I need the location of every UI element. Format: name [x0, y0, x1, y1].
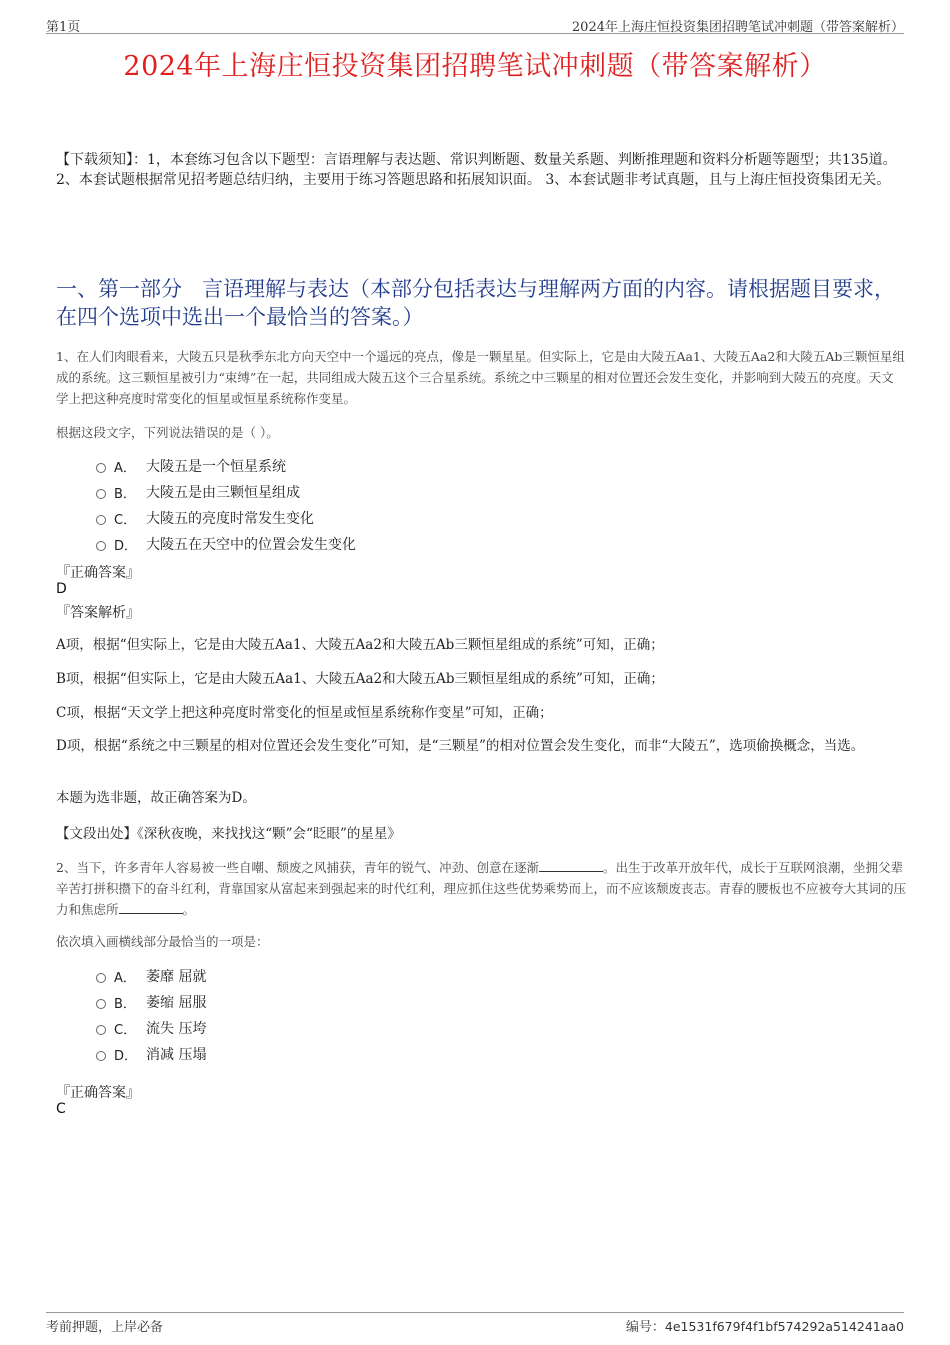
section-part: 一、第一部分	[56, 277, 182, 301]
radio-icon[interactable]	[96, 1051, 106, 1061]
question-1-option-c[interactable]: C． 大陵五的亮度时常发生变化	[96, 505, 896, 531]
question-1-analysis-b: B项，根据“但实际上，它是由大陵五Aa1、大陵五Aa2和大陵五Ab三颗恒星组成的系统”可知，正确；	[56, 671, 664, 687]
radio-icon[interactable]	[96, 973, 106, 983]
radio-icon[interactable]	[96, 1025, 106, 1035]
question-1-answer-label: 『正确答案』	[56, 565, 140, 581]
question-1-analysis-a: A项，根据“但实际上，它是由大陵五Aa1、大陵五Aa2和大陵五Ab三颗恒星组成的系统”可知，正确；	[56, 637, 664, 653]
question-1-option-a[interactable]: A． 大陵五是一个恒星系统	[96, 453, 896, 479]
question-2-option-d[interactable]: D． 消减 压塌	[96, 1041, 896, 1067]
download-notice: 【下载须知】：1，本套练习包含以下题型：言语理解与表达题、常识判断题、数量关系题、判断推理题和资料分析题等题型；共135道。 2、本套试题根据常见招考题总结归纳，主要用于练习答题思路和拓展知识面。 3、本套试题非考试真题，且与上海庄恒投资集团无关。	[56, 152, 897, 188]
question-1-analysis-d: D项，根据“系统之中三颗星的相对位置还会发生变化”可知，是“三颗星”的相对位置会发生变化，而非“大陵五”，选项偷换概念，当选。	[56, 738, 865, 754]
question-1-option-b[interactable]: B． 大陵五是由三颗恒星组成	[96, 479, 896, 505]
header-doc-title: 2024年上海庄恒投资集团招聘笔试冲刺题（带答案解析）	[571, 20, 904, 35]
question-1-analysis-c: C项，根据“天文学上把这种亮度时常变化的恒星或恒星系统称作变星”可知，正确；	[56, 705, 553, 721]
page-header	[46, 14, 904, 34]
question-2-answer: C	[56, 1101, 66, 1117]
page-footer	[46, 1312, 904, 1336]
radio-icon[interactable]	[96, 999, 106, 1009]
question-1-options	[96, 453, 896, 557]
footer-code: 编号：4e1531f679f4f1bf574292a514241aa0	[625, 1319, 904, 1335]
footer-slogan: 考前押题，上岸必备	[46, 1320, 164, 1335]
question-2-option-b[interactable]: B． 萎缩 屈服	[96, 989, 896, 1015]
radio-icon[interactable]	[96, 515, 106, 525]
document-title: 2024年上海庄恒投资集团招聘笔试冲刺题（带答案解析）	[123, 51, 827, 82]
fill-blank-1	[539, 860, 603, 872]
radio-icon[interactable]	[96, 489, 106, 499]
question-2-option-c[interactable]: C． 流失 压垮	[96, 1015, 896, 1041]
question-1-analysis-label: 『答案解析』	[56, 605, 140, 621]
question-1-ask: 根据这段文字，下列说法错误的是（ ）。	[56, 425, 279, 440]
question-1-option-d[interactable]: D． 大陵五在天空中的位置会发生变化	[96, 531, 896, 557]
question-2-stem: 2、当下，许多青年人容易被一些自嘲、颓废之风捕获，青年的锐气、冲劲、创意在逐渐 。出生于改革开放年代，成长于互联网浪潮，坐拥父辈辛苦打拼积攒下的奋斗红利，背靠国家从富起来到强起来的时代红利，理应抓住这些优势乘势而上，而不应该颓废丧志。青春的腰板也不应被夸大其词的压力和焦虑所 。	[56, 860, 907, 917]
question-2-option-a[interactable]: A． 萎靡 屈就	[96, 963, 896, 989]
page-number: 第1页	[46, 20, 81, 35]
question-2-answer-label: 『正确答案』	[56, 1085, 140, 1101]
question-2-options	[96, 963, 896, 1067]
question-1-stem: 1、在人们肉眼看来，大陵五只是秋季东北方向天空中一个遥远的亮点，像是一颗星星。但实际上，它是由大陵五Aa1、大陵五Aa2和大陵五Ab三颗恒星组成的系统。这三颗恒星被引力“束缚”在一起，共同组成大陵五这个三合星系统。系统之中三颗星的相对位置还会发生变化，并影响到大陵五的亮度。天文学上把这种亮度时常变化的恒星或恒星系统称作变星。	[56, 349, 905, 406]
section-description: 言语理解与表达（本部分包括表达与理解两方面的内容。请根据题目要求，在四个选项中选出一个最恰当的答案。）	[56, 277, 895, 329]
section-heading	[56, 275, 906, 331]
question-1-source: 【文段出处】《深秋夜晚，来找找这“颗”会“眨眼”的星星》	[56, 826, 401, 842]
question-1-answer: D	[56, 581, 67, 597]
question-1-conclusion: 本题为选非题，故正确答案为D。	[56, 790, 256, 806]
radio-icon[interactable]	[96, 463, 106, 473]
radio-icon[interactable]	[96, 541, 106, 551]
fill-blank-2	[119, 902, 183, 914]
question-2-ask: 依次填入画横线部分最恰当的一项是：	[56, 934, 269, 949]
